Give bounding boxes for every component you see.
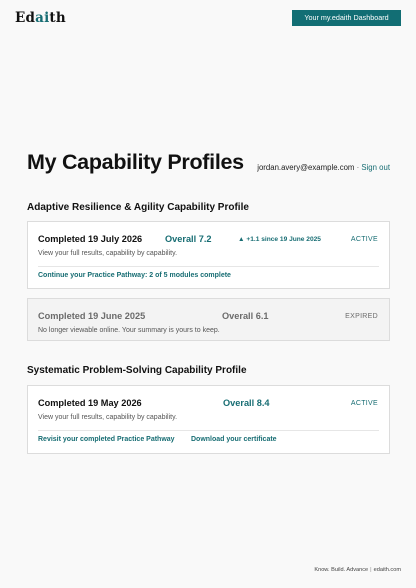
status-badge: ACTIVE — [350, 236, 378, 243]
status-badge: EXPIRED — [345, 313, 378, 320]
site-header — [0, 0, 416, 40]
card-divider — [38, 430, 379, 431]
status-badge: ACTIVE — [350, 400, 378, 407]
completed-date: Completed 19 May 2026 — [38, 398, 142, 408]
account-bar — [257, 163, 390, 172]
profile-title: Systematic Problem-Solving Capability Profile — [27, 365, 247, 376]
sign-out-link[interactable]: Sign out — [361, 163, 390, 172]
overall-score: Overall 7.2 — [165, 234, 212, 244]
result-description: No longer viewable online. Your summary is yours to keep. — [38, 327, 220, 334]
profile-result-card-expired — [27, 298, 390, 341]
card-divider — [38, 266, 379, 267]
result-description: View your full results, capability by capability. — [38, 414, 178, 421]
completed-date: Completed 19 June 2025 — [38, 311, 146, 321]
footer-site-link[interactable]: edaith.com — [373, 567, 401, 573]
revisit-practice-pathway-link[interactable]: Revisit your completed Practice Pathway — [38, 436, 175, 443]
account-separator: · — [356, 163, 360, 172]
overall-score: Overall 6.1 — [222, 311, 269, 321]
download-certificate-link[interactable]: Download your certificate — [191, 436, 277, 443]
result-description: View your full results, capability by capability. — [38, 250, 178, 257]
edaith-logo[interactable]: Edaith — [15, 10, 66, 26]
completed-date: Completed 19 July 2026 — [38, 234, 143, 244]
dashboard-button[interactable]: Your my.edaith Dashboard — [292, 10, 401, 26]
footer-separator: | — [370, 567, 372, 573]
footer-tagline: Know. Build. Advance — [314, 567, 369, 573]
page-title: My Capability Profiles — [27, 150, 244, 174]
profile-title: Adaptive Resilience & Agility Capability Profile — [27, 202, 249, 213]
profile-result-card — [27, 385, 390, 454]
continue-practice-pathway-link[interactable]: Continue your Practice Pathway: 2 of 5 modules complete — [38, 272, 231, 279]
user-email: jordan.avery@example.com — [257, 163, 355, 172]
score-change: ▲ +1.1 since 19 June 2025 — [238, 236, 321, 243]
footer — [314, 567, 401, 573]
overall-score: Overall 8.4 — [223, 398, 270, 408]
profile-result-card — [27, 221, 390, 289]
